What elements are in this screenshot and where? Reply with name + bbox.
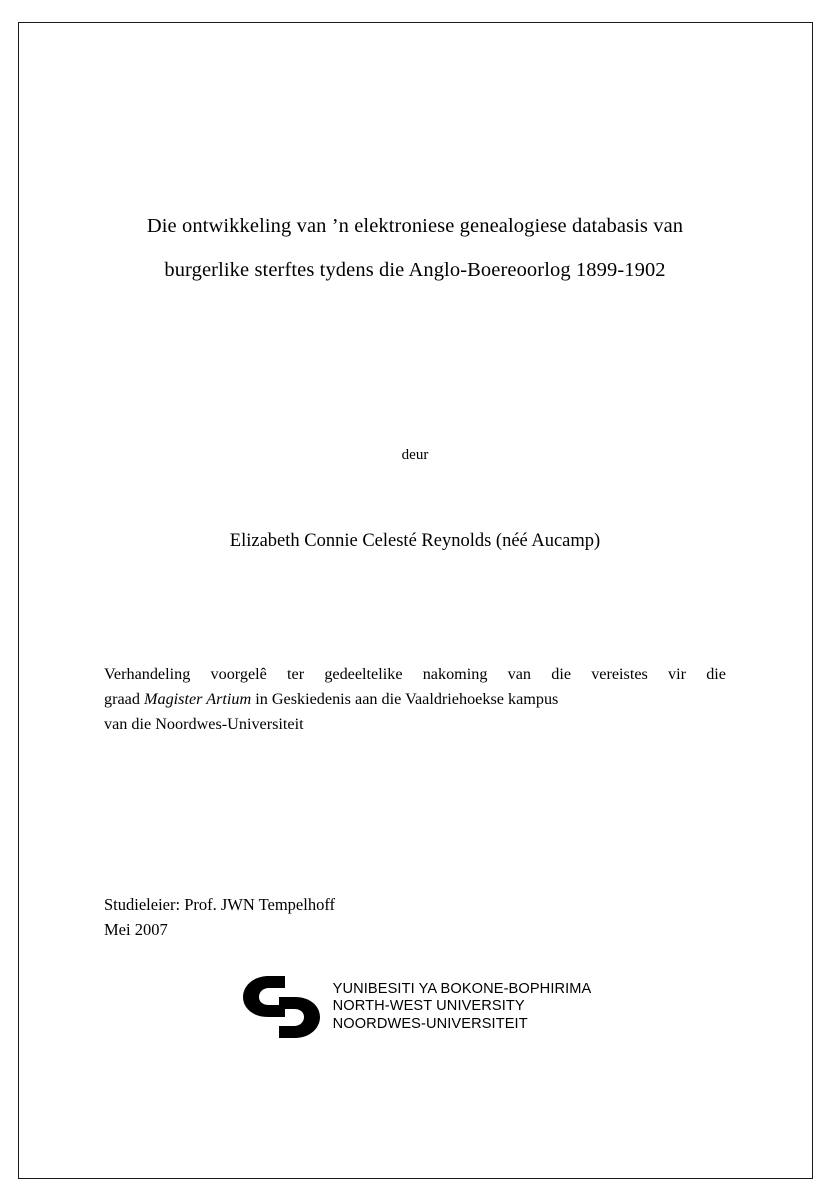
logo-text-line-2: NORTH-WEST UNIVERSITY bbox=[332, 998, 525, 1015]
submission-date: Mei 2007 bbox=[104, 920, 168, 939]
title-page-content bbox=[95, 22, 735, 1179]
degree-statement-line-2 bbox=[104, 687, 726, 712]
byline: deur bbox=[401, 447, 429, 463]
degree-statement-line-2-post: in Geskiedenis aan die Vaaldriehoekse kampus bbox=[251, 690, 559, 708]
author-name: Elizabeth Connie Celesté Reynolds (néé Aucamp) bbox=[229, 531, 601, 551]
degree-name: Magister Artium bbox=[144, 690, 252, 708]
university-logo bbox=[95, 972, 735, 1042]
logo-text-line-1: YUNIBESITI YA BOKONE-BOPHIRIMA bbox=[332, 980, 592, 997]
logo-text-line-3: NOORDWES-UNIVERSITEIT bbox=[332, 1015, 528, 1032]
university-logo-text bbox=[333, 981, 592, 1034]
degree-statement bbox=[104, 662, 726, 737]
title-line-1: Die ontwikkeling van ’n elektroniese genealogiese databasis van bbox=[146, 215, 684, 237]
degree-statement-line-1: Verhandeling voorgelê ter gedeeltelike nakoming van die vereistes vir die bbox=[104, 665, 726, 683]
title-line-2: burgerlike sterftes tydens die Anglo-Boereoorlog 1899-1902 bbox=[164, 259, 666, 281]
degree-statement-line-3: van die Noordwes-Universiteit bbox=[104, 715, 304, 733]
supervisor-block bbox=[104, 892, 726, 942]
degree-statement-line-2-pre: graad bbox=[104, 690, 144, 708]
supervisor-name: Studieleier: Prof. JWN Tempelhoff bbox=[104, 895, 336, 914]
page-title bbox=[95, 204, 735, 292]
nwu-logo-icon bbox=[239, 972, 325, 1042]
